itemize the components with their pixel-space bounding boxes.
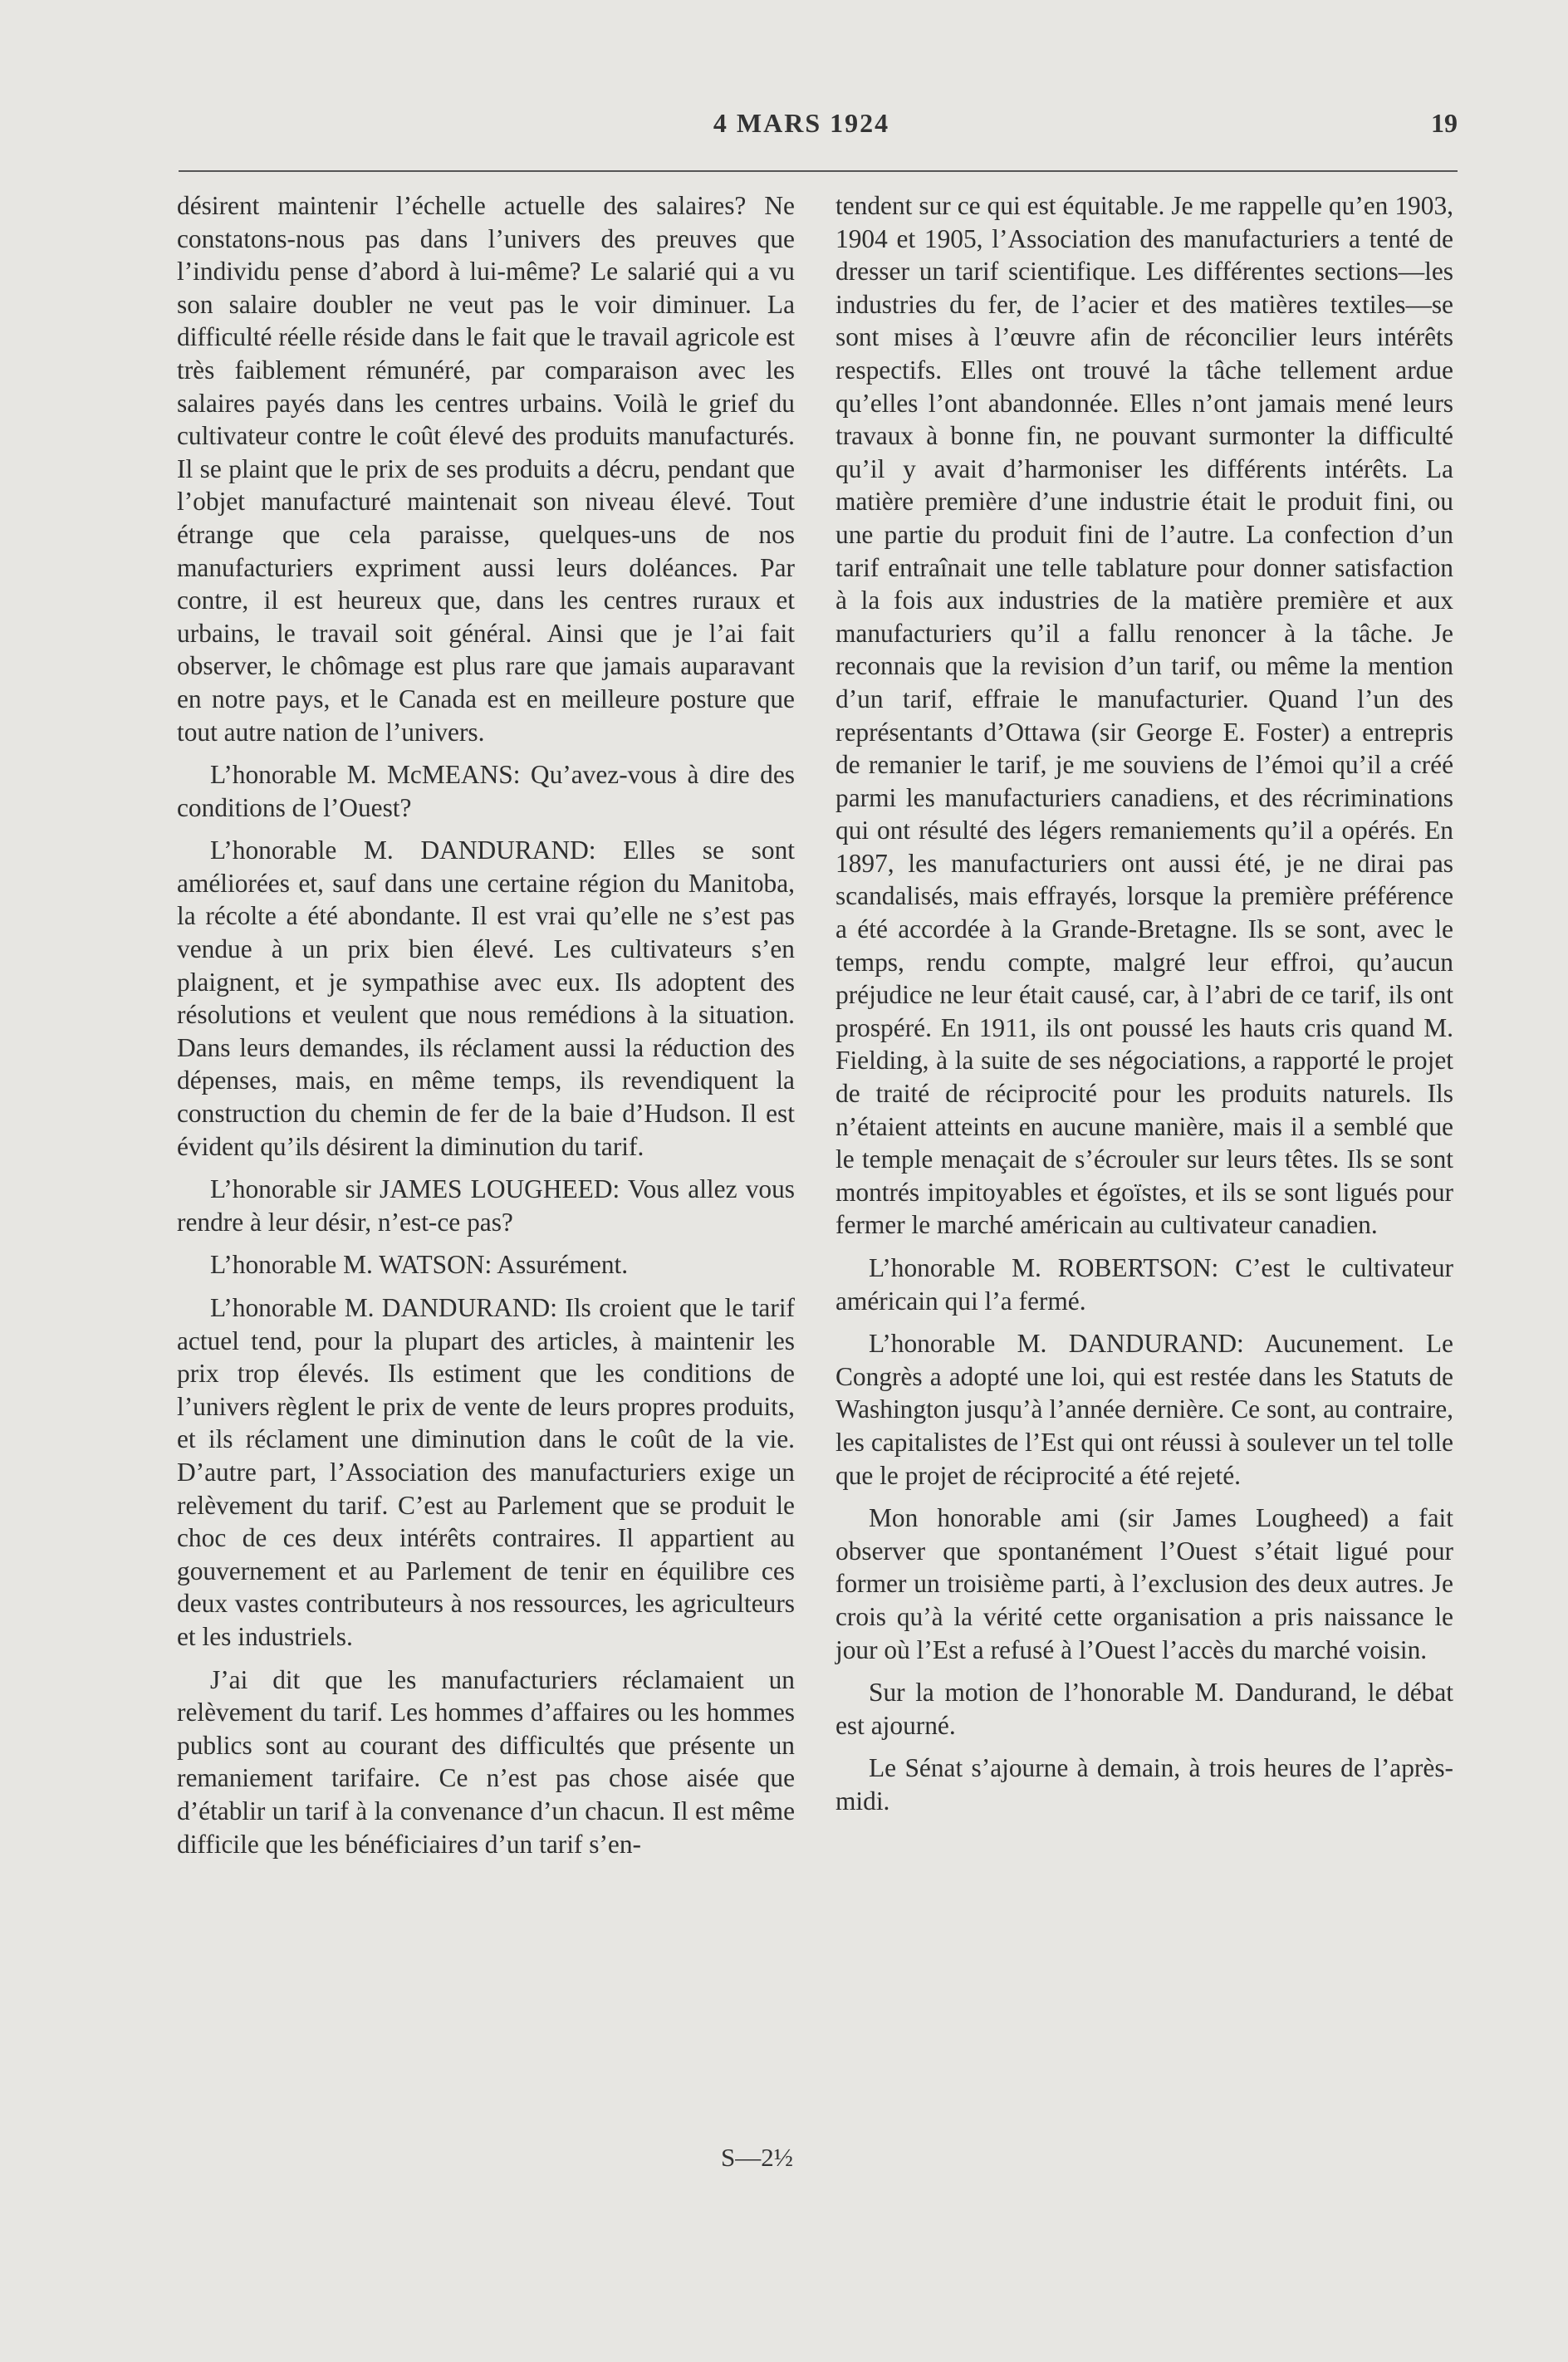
page-header bbox=[179, 108, 1458, 149]
header-rule bbox=[179, 170, 1458, 172]
header-date: 4 MARS 1924 bbox=[713, 108, 890, 138]
paragraph: Mon honorable ami (sir James Lougheed) a fait observer que spontanément l’Ouest s’était ligué pour former un troisième parti, à l’exclusion des deux autres. Je crois qu’à la vérité cette organisation a pris naissance le jour où l’Est a refusé à l’Ouest l’accès du marché voisin. bbox=[835, 1503, 1453, 1664]
paragraph: L’honorable M. DANDURAND: Aucunement. Le Congrès a adopté une loi, qui est restée dans les Statuts de Washington jusqu’à l’année dernière. Ce sont, au contraire, les capitalistes de l’Est qui ont réussi à soulever un tel tolle que le projet de réciprocité a été rejeté. bbox=[835, 1329, 1453, 1490]
paragraph: L’honorable M. ROBERTSON: C’est le cultivateur américain qui l’a fermé. bbox=[835, 1253, 1453, 1316]
paragraph: L’honorable M. WATSON: Assurément. bbox=[210, 1250, 629, 1280]
paragraph: Le Sénat s’ajourne à demain, à trois heures de l’après-midi. bbox=[835, 1753, 1453, 1816]
paragraph: L’honorable M. DANDURAND: Ils croient que le tarif actuel tend, pour la plupart des articles, à maintenir les prix trop élevés. Ils estiment que les conditions de l’univers règlent le prix de vente de leurs propres produits, et ils réclament une diminution dans le coût de la vie. D’autre part, l’Association des manufacturiers exige un relèvement du tarif. C’est au Parlement que se produit le choc de ces deux intérêts contraires. Il appartient au gouvernement et au Parlement de tenir en équilibre ces deux vastes contributeurs à nos ressources, les agriculteurs et les industriels. bbox=[177, 1293, 795, 1651]
paragraph: désirent maintenir l’échelle actuelle des salaires? Ne constatons-nous pas dans l’univers des preuves que l’individu pense d’abord à lui-même? Le salarié qui a vu son salaire doubler ne veut pas le voir diminuer. La difficulté réelle réside dans le fait que le travail agricole est très faiblement rémunéré, par comparaison avec les salaires payés dans les centres urbains. Voilà le grief du cultivateur contre le coût élevé des produits manufacturés. Il se plaint que le prix de ses produits a décru, pendant que l’objet manufacturé maintenait son niveau élevé. Tout étrange que cela paraisse, quelques-uns de nos manufacturiers expriment aussi leurs doléances. Par contre, il est heureux que, dans les centres ruraux et urbains, le travail soit général. Ainsi que je l’ai fait observer, le chômage est plus rare que jamais auparavant en notre pays, et le Canada est en meilleure posture que tout autre nation de l’univers. bbox=[177, 191, 795, 747]
paragraph: Sur la motion de l’honorable M. Dandurand, le débat est ajourné. bbox=[835, 1678, 1453, 1740]
signature-mark: S—2½ bbox=[721, 2143, 793, 2172]
paragraph: L’honorable sir JAMES LOUGHEED: Vous allez vous rendre à leur désir, n’est-ce pas? bbox=[177, 1174, 795, 1237]
page-number: 19 bbox=[1431, 108, 1458, 138]
paragraph: L’honorable M. DANDURAND: Elles se sont améliorées et, sauf dans une certaine région du Manitoba, la récolte a été abondante. Il est vrai qu’elle ne s’est pas vendue à un prix bien élevé. Les cultivateurs s’en plaignent, et je sympathise avec eux. Ils adoptent des résolutions et veulent que nous remédions à la situation. Dans leurs demandes, ils réclament aussi la réduction des dépenses, mais, en même temps, ils revendiquent la construction du chemin de fer de la baie d’Hudson. Il est évident qu’ils désirent la diminution du tarif. bbox=[177, 836, 795, 1161]
left-column bbox=[177, 189, 795, 1860]
paragraph: tendent sur ce qui est équitable. Je me rappelle qu’en 1903, 1904 et 1905, l’Association des manufacturiers a tenté de dresser un tarif scientifique. Les différentes sections—les industries du fer, de l’acier et des matières textiles—se sont mises à l’œuvre afin de réconcilier leurs intérêts respectifs. Elles ont trouvé la tâche tellement ardue qu’elles l’ont abandonnée. Elles n’ont jamais mené leurs travaux à bonne fin, ne pouvant surmonter la difficulté qu’il y avait d’harmoniser les différents intérêts. La matière première d’une industrie était le produit fini, ou une partie du produit fini de l’autre. La confection d’un tarif entraînait une telle tablature pour donner satisfaction à la fois aux industries de la matière première et aux manufacturiers qu’il a fallu renoncer à la tâche. Je reconnais que la revision d’un tarif, ou même la mention d’un tarif, effraie le manufacturier. Quand l’un des représentants d’Ottawa (sir George E. Foster) a entrepris de remanier le tarif, je me souviens de l’émoi qu’il a créé parmi les manufacturiers canadiens, et des récriminations qui ont résulté des légers remaniements qu’il a opérés. En 1897, les manufacturiers ont aussi été, je ne dirai pas scandalisés, mais effrayés, lorsque la première préférence a été accordée à la Grande-Bretagne. Ils se sont, avec le temps, rendu compte, malgré leur effroi, qu’aucun préjudice ne leur était causé, car, à l’abri de ce tarif, ils ont prospéré. En 1911, ils ont poussé les hauts cris quand M. Fielding, à la suite de ses négociations, a rapporté le projet de traité de réciprocité pour les produits naturels. Ils n’étaient atteints en aucune manière, mais il a semblé que le temple menaçait de s’écrouler sur leurs têtes. Ils se sont montrés impitoyables et égoïstes, et ils se sont ligués pour fermer le marché américain au cultivateur canadien. bbox=[835, 191, 1453, 1240]
paragraph: L’honorable M. McMEANS: Qu’avez-vous à dire des conditions de l’Ouest? bbox=[177, 760, 795, 822]
right-column bbox=[835, 189, 1453, 1818]
paragraph: J’ai dit que les manufacturiers réclamaient un relèvement du tarif. Les hommes d’affaires ou les hommes publics sont au courant des difficultés que présente un remaniement tarifaire. Ce n’est pas chose aisée que d’établir un tarif à la convenance d’un chacun. Il est même difficile que les bénéficiaires d’un tarif s’en- bbox=[177, 1664, 795, 1859]
